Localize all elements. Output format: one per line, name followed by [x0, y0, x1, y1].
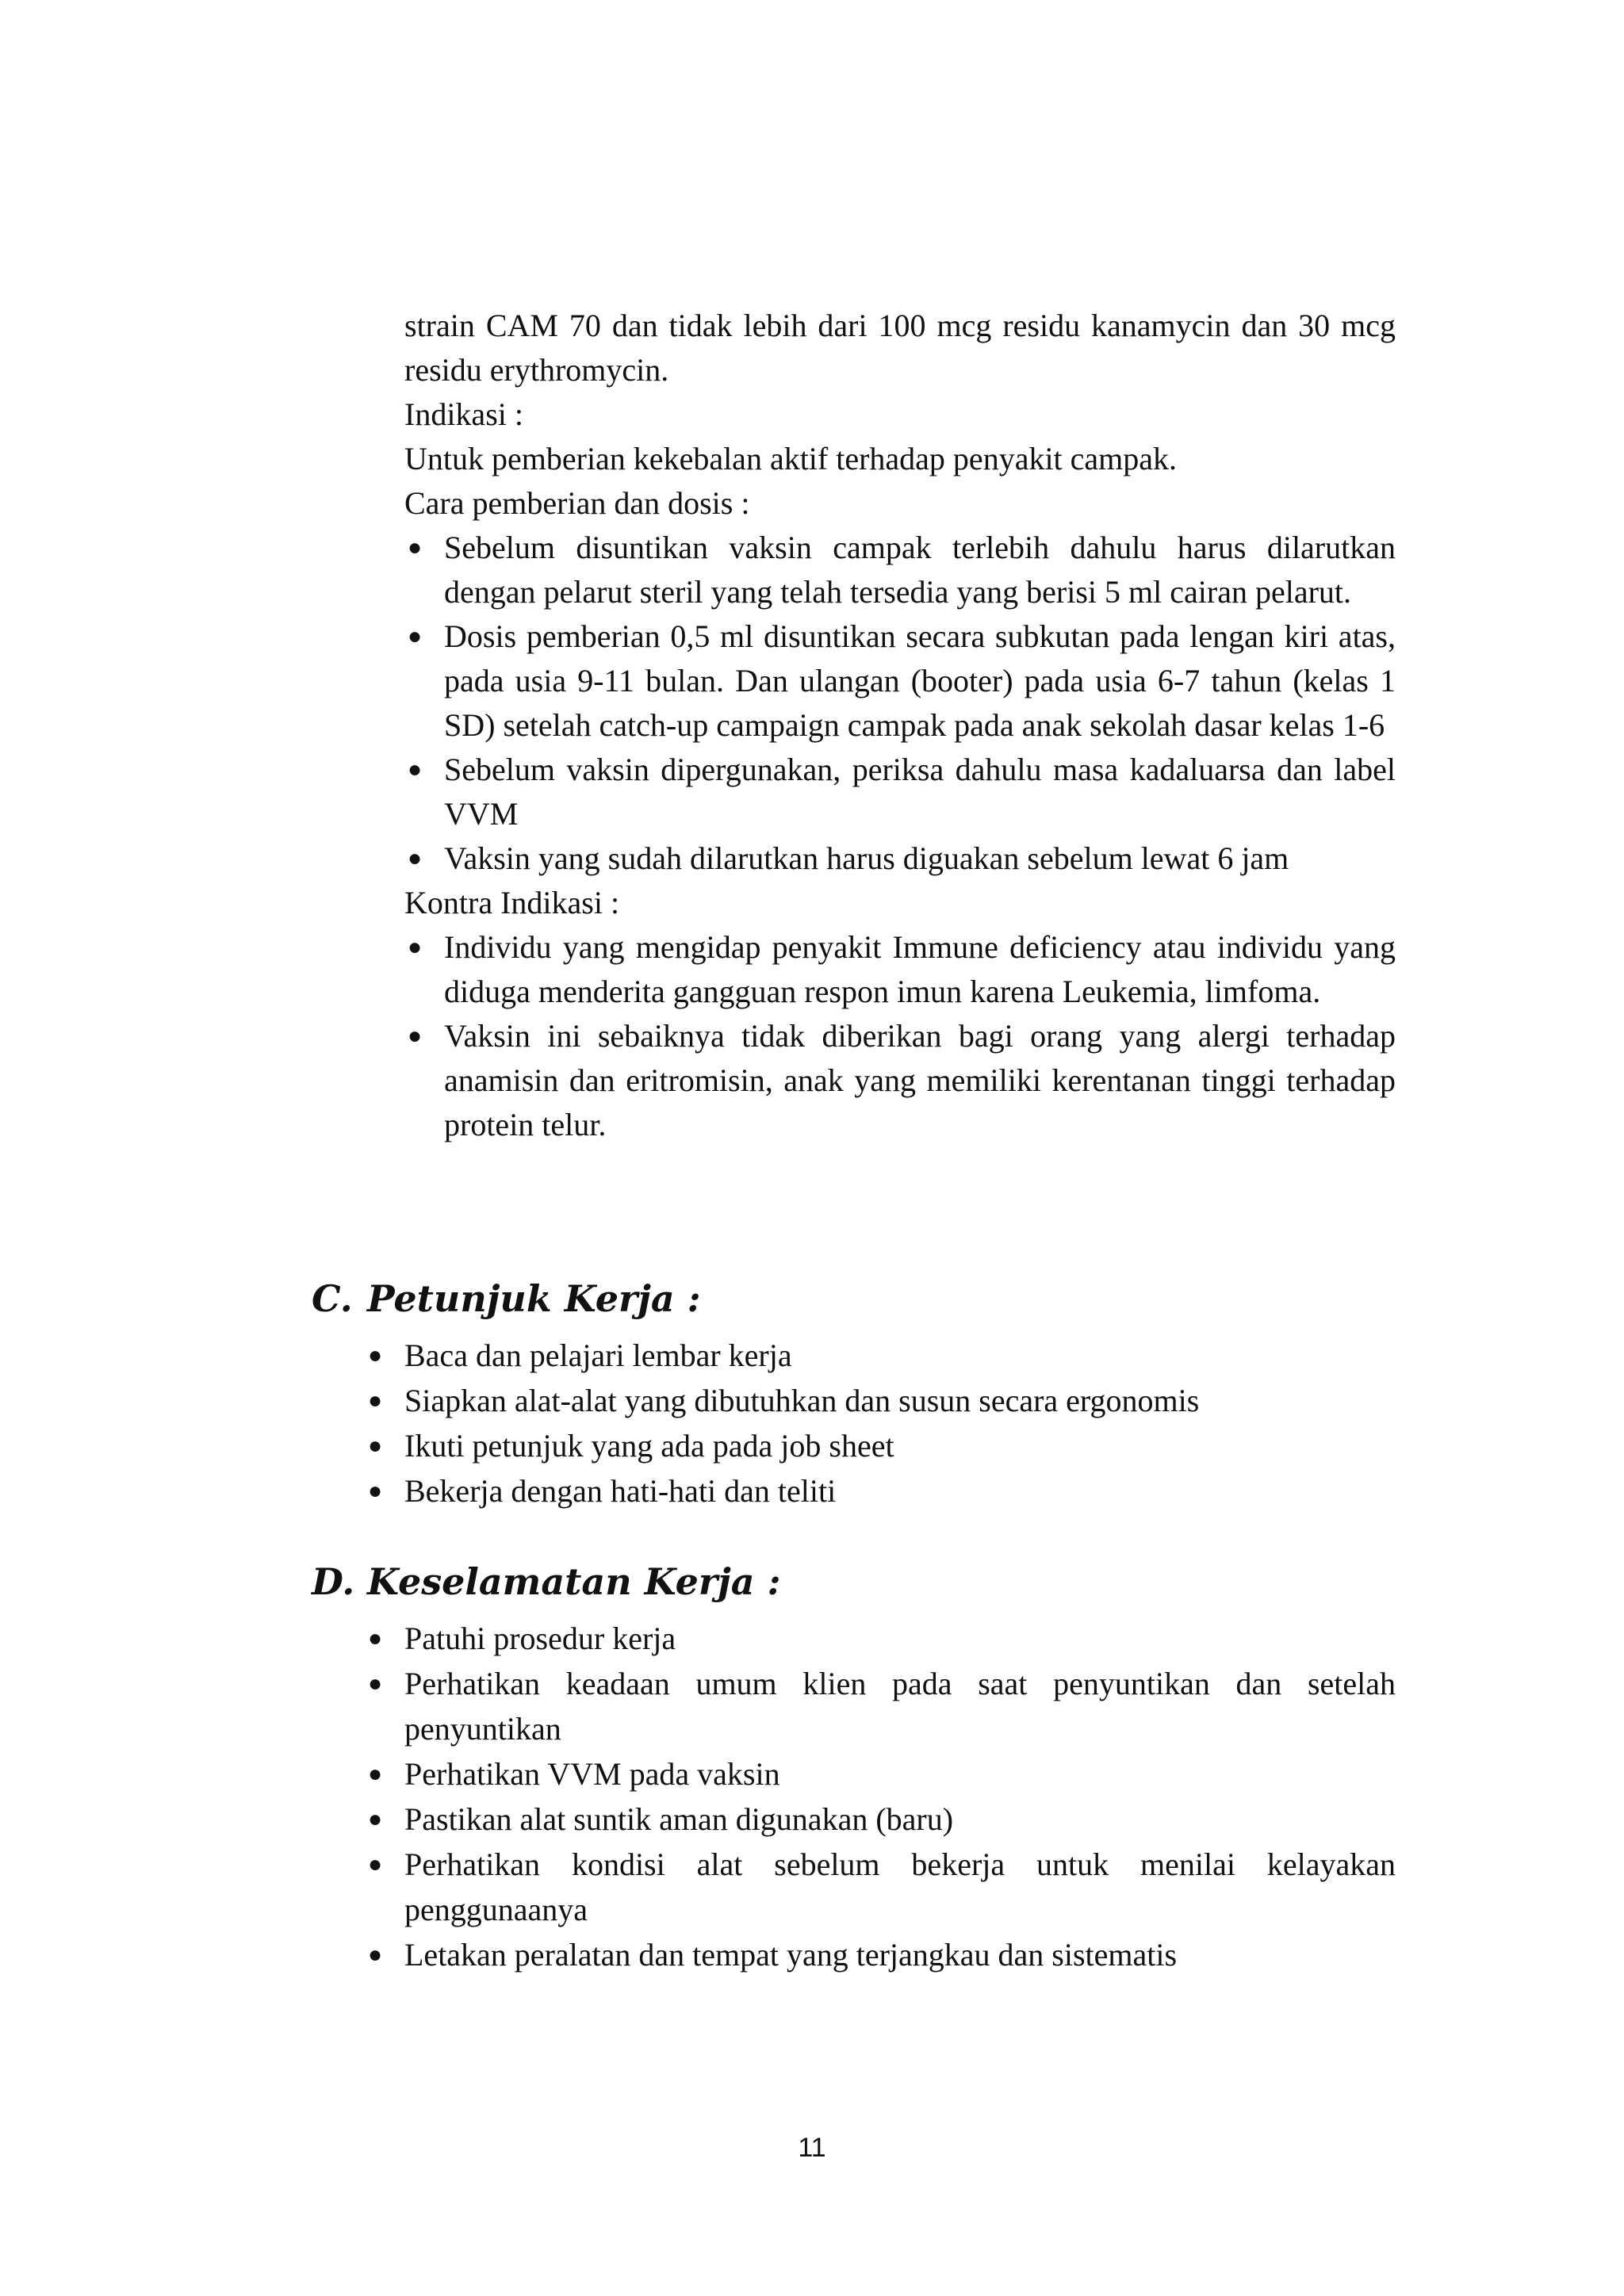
- bullet-icon: ●: [368, 1851, 383, 1877]
- section-d-letter: D.: [312, 1560, 355, 1603]
- keselamatan-kerja-block: [365, 1616, 1396, 1977]
- bullet-icon: ●: [368, 1478, 383, 1504]
- list-item: ● Siapkan alat-alat yang dibutuhkan dan susun secara ergonomis: [365, 1378, 1396, 1423]
- kontra-indikasi-label: Kontra Indikasi :: [404, 885, 620, 920]
- petunjuk-kerja-list: [365, 1333, 1396, 1513]
- page-number: 11: [798, 2133, 826, 2163]
- section-d-title: Keselamatan Kerja :: [367, 1560, 781, 1603]
- bullet-icon: ●: [368, 1433, 383, 1459]
- bullet-icon: ●: [368, 1342, 383, 1368]
- cara-pemberian-label: Cara pemberian dan dosis :: [404, 485, 750, 521]
- vaccine-description-block: [404, 304, 1396, 1147]
- list-item: ● Perhatikan kondisi alat sebelum bekerja untuk menilai kelayakan penggunaanya: [365, 1842, 1396, 1932]
- kontra-indikasi-list: [404, 925, 1396, 1147]
- petunjuk-kerja-block: [365, 1333, 1396, 1513]
- indikasi-label: Indikasi :: [404, 396, 523, 432]
- section-c-title: Petunjuk Kerja :: [367, 1277, 701, 1320]
- bullet-icon: ●: [408, 1023, 423, 1049]
- list-item: ● Letakan peralatan dan tempat yang terjangkau dan sistematis: [365, 1932, 1396, 1977]
- bullet-icon: ●: [408, 756, 423, 783]
- bullet-icon: ●: [408, 534, 423, 561]
- bullet-icon: ●: [368, 1387, 383, 1414]
- section-c-letter: C.: [312, 1277, 353, 1320]
- section-d-heading: [312, 1558, 781, 1605]
- indikasi-text: Untuk pemberian kekebalan aktif terhadap penyakit campak.: [404, 441, 1178, 476]
- list-item: ● Dosis pemberian 0,5 ml disuntikan secara subkutan pada lengan kiri atas, pada usia 9-11 bulan. Dan ulangan (booter) pada usia 6-7 tahun (kelas 1 SD) setelah catch-up campaign campak pada anak sekolah dasar kelas 1-6: [404, 614, 1396, 748]
- bullet-icon: ●: [368, 1625, 383, 1651]
- list-item: ● Sebelum disuntikan vaksin campak terlebih dahulu harus dilarutkan dengan pelarut steril yang telah tersedia yang berisi 5 ml cairan pelarut.: [404, 526, 1396, 614]
- list-item: ● Perhatikan keadaan umum klien pada saat penyuntikan dan setelah penyuntikan: [365, 1661, 1396, 1751]
- bullet-icon: ●: [368, 1761, 383, 1787]
- bullet-icon: ●: [368, 1806, 383, 1832]
- list-item: ● Patuhi prosedur kerja: [365, 1616, 1396, 1661]
- list-item: ● Baca dan pelajari lembar kerja: [365, 1333, 1396, 1378]
- bullet-icon: ●: [408, 934, 423, 960]
- list-item: ● Bekerja dengan hati-hati dan teliti: [365, 1468, 1396, 1513]
- keselamatan-kerja-list: [365, 1616, 1396, 1977]
- list-item: ● Perhatikan VVM pada vaksin: [365, 1751, 1396, 1797]
- bullet-icon: ●: [408, 845, 423, 871]
- bullet-icon: ●: [368, 1942, 383, 1968]
- list-item: ● Vaksin ini sebaiknya tidak diberikan bagi orang yang alergi terhadap anamisin dan eritromisin, anak yang memiliki kerentanan tinggi terhadap protein telur.: [404, 1014, 1396, 1147]
- list-item: ● Vaksin yang sudah dilarutkan harus diguakan sebelum lewat 6 jam: [404, 836, 1396, 881]
- list-item: ● Ikuti petunjuk yang ada pada job sheet: [365, 1423, 1396, 1468]
- list-item: ● Individu yang mengidap penyakit Immune deficiency atau individu yang diduga menderita gangguan respon imun karena Leukemia, limfoma.: [404, 925, 1396, 1014]
- bullet-icon: ●: [368, 1670, 383, 1697]
- section-c-heading: [312, 1275, 701, 1322]
- cara-pemberian-list: [404, 526, 1396, 881]
- list-item: ● Sebelum vaksin dipergunakan, periksa dahulu masa kadaluarsa dan label VVM: [404, 748, 1396, 836]
- list-item: ● Pastikan alat suntik aman digunakan (baru): [365, 1797, 1396, 1842]
- strain-paragraph: strain CAM 70 dan tidak lebih dari 100 mcg residu kanamycin dan 30 mcg residu erythromycin.: [404, 308, 1396, 388]
- bullet-icon: ●: [408, 623, 423, 649]
